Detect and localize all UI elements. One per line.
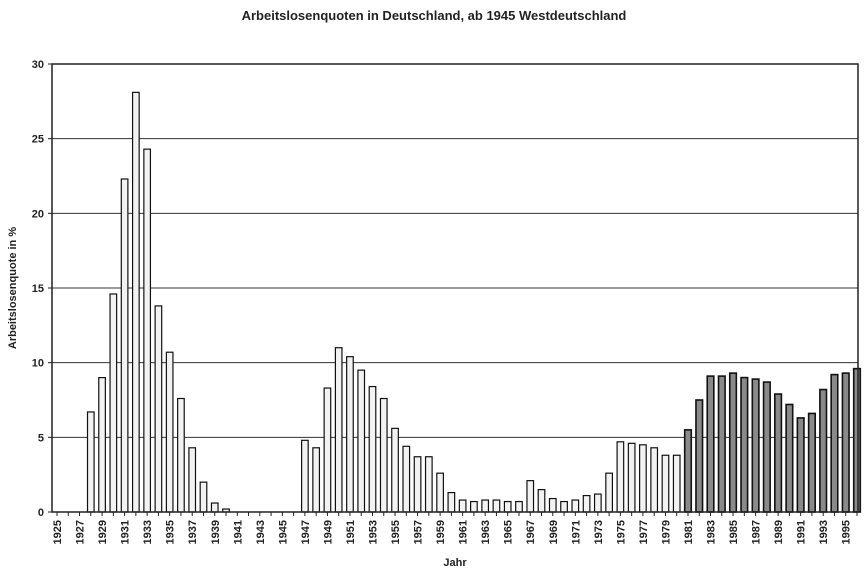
bar-1992 [809,413,816,512]
bar-1984 [719,376,726,512]
bar-1935 [166,352,173,512]
x-axis-title: Jahr [443,557,467,569]
bar-1950 [335,348,342,512]
x-tick-label: 1957 [412,520,425,545]
bar-1931 [121,179,128,512]
x-tick-label: 1935 [164,520,177,545]
bar-1960 [448,493,455,512]
x-tick-label: 1975 [615,520,628,545]
bar-1929 [99,378,106,512]
bar-1986 [741,378,748,512]
bar-1948 [313,448,320,512]
bar-1967 [527,481,534,512]
bar-1958 [426,457,433,512]
bar-1993 [820,390,827,512]
bar-1957 [414,457,421,512]
bar-1977 [640,445,647,512]
bar-1995 [842,373,849,512]
x-tick-label: 1977 [637,520,650,545]
bar-1949 [324,388,331,512]
bar-1969 [549,499,556,512]
x-tick-label: 1933 [142,520,155,545]
bar-1971 [572,500,579,512]
bar-1978 [651,448,658,512]
bar-1972 [583,496,590,512]
bar-1932 [133,92,140,512]
bar-1966 [516,502,523,512]
bar-1952 [358,370,365,512]
x-tick-label: 1971 [570,520,583,545]
y-tick-label: 25 [31,133,44,146]
bar-1934 [155,306,162,512]
x-tick-label: 1959 [435,520,448,545]
bar-1968 [538,490,545,512]
x-tick-label: 1991 [795,520,808,545]
bar-1982 [696,400,703,512]
bar-1939 [211,503,218,512]
bar-1973 [595,494,602,512]
x-tick-label: 1943 [254,520,267,545]
bar-1983 [707,376,714,512]
y-tick-label: 20 [31,208,44,221]
bar-1953 [369,387,376,512]
x-tick-label: 1941 [232,520,245,545]
x-tick-label: 1961 [457,520,470,545]
bar-1954 [380,399,387,512]
bar-1979 [662,455,669,512]
x-tick-label: 1969 [547,520,560,545]
bar-1990 [786,404,793,512]
x-tick-label: 1967 [525,520,538,545]
x-tick-label: 1947 [299,520,312,545]
bar-1981 [685,430,692,512]
bar-1980 [673,455,680,512]
x-tick-label: 1981 [682,520,695,545]
x-tick-label: 1965 [502,520,515,545]
x-tick-label: 1963 [480,520,493,545]
y-tick-label: 5 [37,432,44,445]
bar-1928 [88,412,95,512]
x-tick-label: 1945 [277,520,290,545]
bar-1994 [831,375,838,512]
bar-1988 [764,382,771,512]
bar-1970 [561,502,568,512]
x-tick-label: 1989 [773,520,786,545]
x-tick-label: 1973 [592,520,605,545]
y-axis-ticks [32,59,52,519]
bar-1956 [403,446,410,512]
bar-1974 [606,473,613,512]
bar-1975 [617,442,624,512]
bar-1933 [144,149,151,512]
bar-1989 [775,394,782,512]
bar-1959 [437,473,444,512]
y-tick-label: 10 [31,357,44,370]
bar-1955 [392,428,399,512]
y-axis-title: Arbeitslosenquote in % [7,226,19,350]
x-tick-label: 1983 [705,520,718,545]
x-tick-label: 1987 [750,520,763,545]
bar-1963 [482,500,489,512]
bar-1985 [730,373,737,512]
bar-1991 [797,418,804,512]
bar-1996 [854,369,861,512]
x-tick-label: 1949 [322,520,335,545]
x-tick-label: 1993 [818,520,831,545]
x-tick-label: 1955 [390,520,403,545]
bar-1976 [628,443,635,512]
x-tick-label: 1979 [660,520,673,545]
x-tick-label: 1929 [97,520,110,545]
bar-1937 [189,448,196,512]
x-tick-label: 1939 [209,520,222,545]
bar-1938 [200,482,207,512]
bar-1965 [504,502,511,512]
x-tick-label: 1927 [74,520,87,545]
x-tick-label: 1953 [367,520,380,545]
y-tick-label: 30 [31,59,44,71]
bar-1987 [752,379,759,512]
bar-1964 [493,500,500,512]
x-tick-label: 1995 [840,520,853,545]
x-tick-label: 1931 [119,520,132,545]
y-tick-label: 0 [37,507,44,519]
bar-1947 [302,440,309,512]
bar-1962 [471,502,478,512]
y-tick-label: 15 [31,283,44,295]
bar-1930 [110,294,117,512]
x-tick-label: 1951 [344,520,357,545]
x-tick-label: 1925 [52,520,64,545]
bar-series [88,92,861,512]
x-tick-label: 1985 [728,520,741,545]
bar-1961 [459,500,466,512]
bar-1951 [347,357,354,512]
bar-1936 [178,399,185,512]
chart-title: Arbeitslosenquoten in Deutschland, ab 1945 Westdeutschland [241,8,627,23]
x-tick-label: 1937 [187,520,200,545]
x-axis-ticks [52,512,857,544]
